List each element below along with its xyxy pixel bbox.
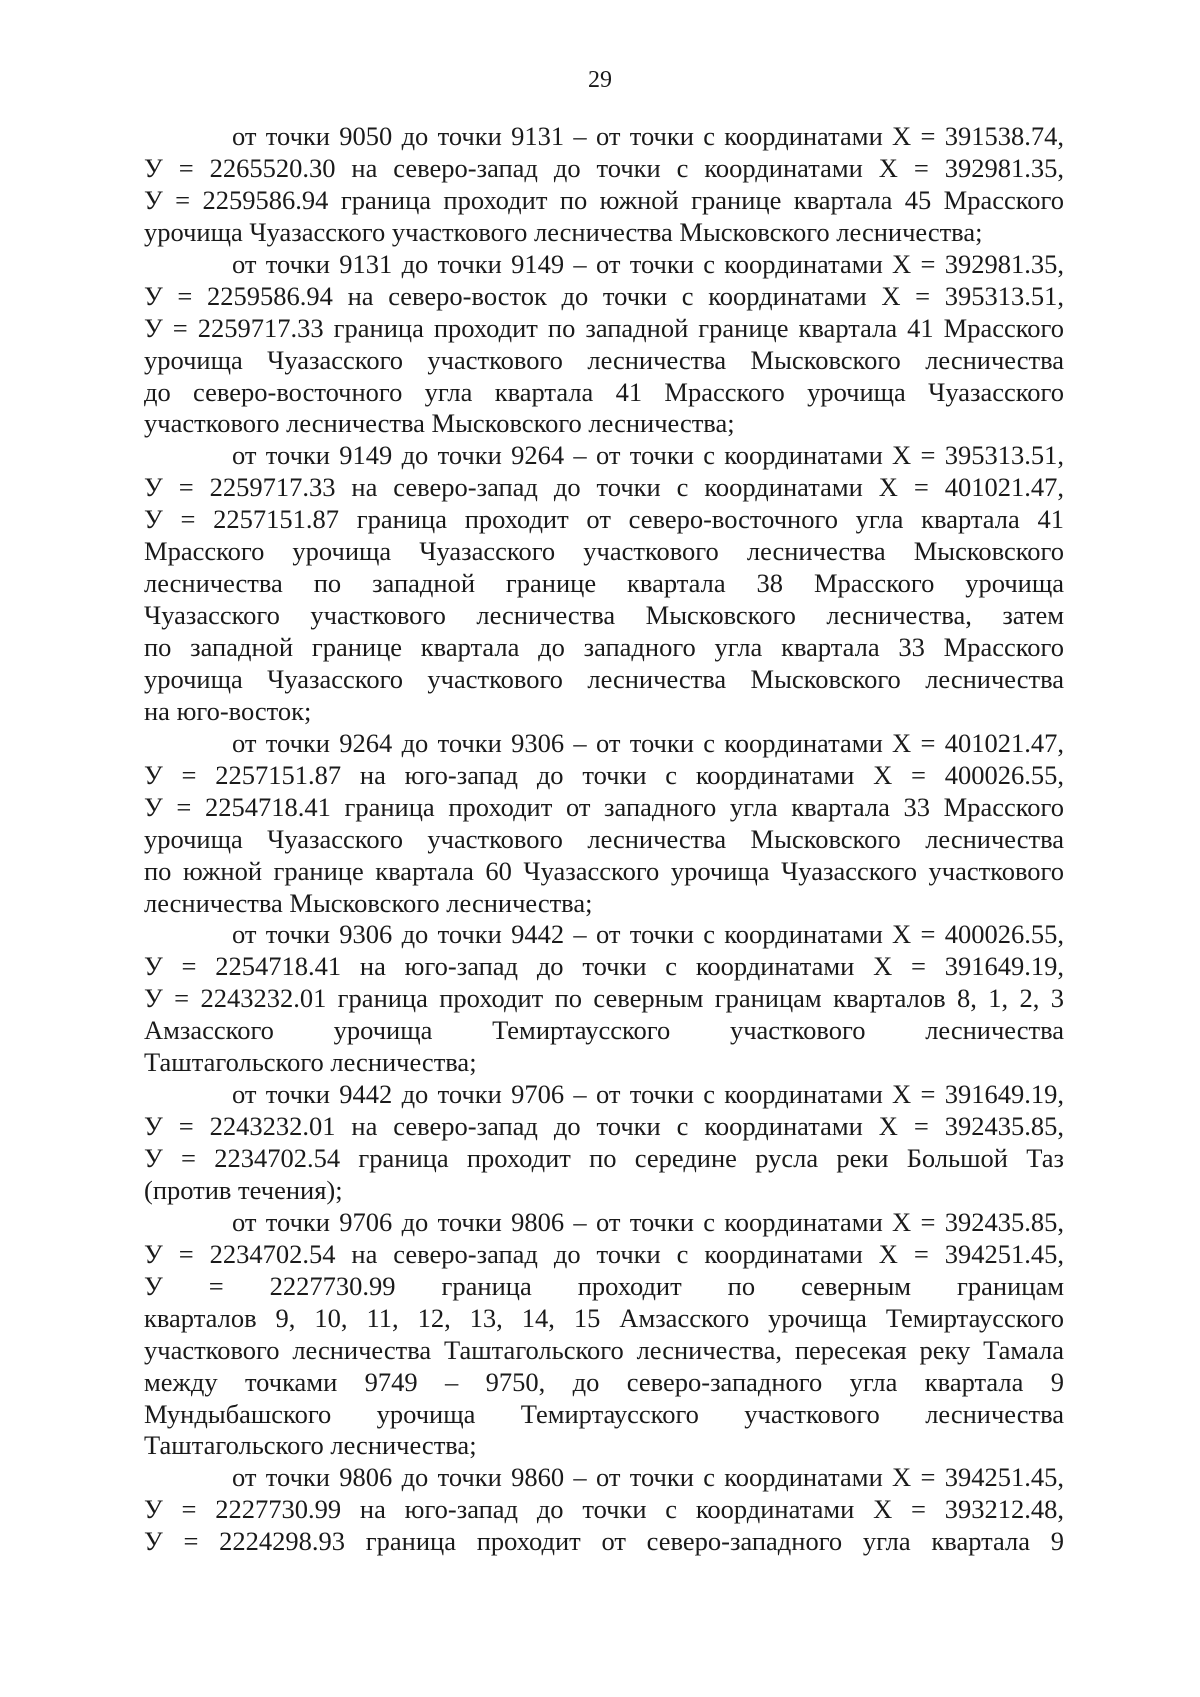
text-line: от точки 9706 до точки 9806 – от точки с координатами Х = 392435.85, <box>232 1206 1064 1237</box>
text-line: участкового лесничества Таштагольского лесничества, пересекая реку Тамала <box>144 1334 1064 1365</box>
paragraph <box>144 249 1064 441</box>
text-line: кварталов 9, 10, 11, 12, 13, 14, 15 Амзасского урочища Темиртаусского <box>144 1302 1064 1333</box>
text-line: У = 2257151.87 на юго-запад до точки с координатами Х = 400026.55, <box>144 759 1064 790</box>
text-line: Чуазасского участкового лесничества Мысковского лесничества, затем <box>144 600 1064 631</box>
text-line: лесничества по западной границе квартала 38 Мрасского урочища <box>144 568 1064 599</box>
text-line: У = 2243232.01 граница проходит по северным границам кварталов 8, 1, 2, 3 <box>144 983 1064 1014</box>
text-line: У = 2227730.99 на юго-запад до точки с координатами Х = 393212.48, <box>144 1494 1064 1525</box>
text-line: лесничества Мысковского лесничества; <box>144 887 593 918</box>
text-line: У = 2254718.41 на юго-запад до точки с координатами Х = 391649.19, <box>144 951 1064 982</box>
text-line: У = 2265520.30 на северо-запад до точки с координатами Х = 392981.35, <box>144 152 1064 183</box>
paragraph <box>144 728 1064 920</box>
text-line: Мундыбашского урочища Темиртаусского участкового лесничества <box>144 1398 1064 1429</box>
text-line: У = 2234702.54 граница проходит по середине русла реки Большой Таз <box>144 1143 1064 1173</box>
text-line: урочища Чуазасского участкового лесничества Мысковского лесничества; <box>144 216 983 247</box>
text-line: по южной границе квартала 60 Чуазасского урочища Чуазасского участкового <box>144 855 1064 886</box>
text-line: участкового лесничества Мысковского лесничества; <box>144 408 735 439</box>
paragraph <box>144 440 1064 727</box>
paragraph <box>144 919 1064 1079</box>
paragraph <box>144 1462 1064 1558</box>
text-line: на юго-восток; <box>144 695 312 726</box>
text-line: Таштагольского лесничества; <box>144 1430 477 1461</box>
text-line: У = 2227730.99 граница проходит по северным границам <box>144 1270 1064 1301</box>
document-body <box>144 121 1064 1558</box>
text-line: (против течения); <box>144 1174 343 1205</box>
text-line: У = 2254718.41 граница проходит от западного угла квартала 33 Мрасского <box>144 791 1064 822</box>
page-number: 29 <box>588 67 612 93</box>
text-line: Мрасского урочища Чуазасского участкового лесничества Мысковского <box>144 536 1064 567</box>
text-line: от точки 9264 до точки 9306 – от точки с координатами Х = 401021.47, <box>232 727 1064 758</box>
text-line: У = 2257151.87 граница проходит от северо-восточного угла квартала 41 <box>144 504 1064 535</box>
text-line: У = 2243232.01 на северо-запад до точки с координатами Х = 392435.85, <box>144 1111 1064 1142</box>
text-line: У = 2259717.33 на северо-запад до точки с координатами Х = 401021.47, <box>144 472 1064 503</box>
text-line: Таштагольского лесничества; <box>144 1047 477 1078</box>
text-line: Амзасского урочища Темиртаусского участкового лесничества <box>144 1015 1064 1046</box>
text-line: урочища Чуазасского участкового лесничества Мысковского лесничества <box>144 663 1064 694</box>
text-line: по западной границе квартала до западного угла квартала 33 Мрасского <box>144 632 1064 662</box>
text-line: У = 2259717.33 граница проходит по западной границе квартала 41 Мрасского <box>144 312 1064 343</box>
text-line: У = 2234702.54 на северо-запад до точки с координатами Х = 394251.45, <box>144 1238 1064 1269</box>
paragraph <box>144 1207 1064 1463</box>
text-line: У = 2224298.93 граница проходит от северо-западного угла квартала 9 <box>144 1526 1064 1557</box>
paragraph <box>144 1079 1064 1207</box>
text-line: от точки 9050 до точки 9131 – от точки с координатами Х = 391538.74, <box>232 121 1064 151</box>
text-line: от точки 9131 до точки 9149 – от точки с координатами Х = 392981.35, <box>232 248 1064 279</box>
text-line: до северо-восточного угла квартала 41 Мрасского урочища Чуазасского <box>144 376 1064 407</box>
text-line: от точки 9442 до точки 9706 – от точки с координатами Х = 391649.19, <box>232 1079 1064 1110</box>
text-line: от точки 9306 до точки 9442 – от точки с координатами Х = 400026.55, <box>232 919 1064 950</box>
text-line: между точками 9749 – 9750, до северо-западного угла квартала 9 <box>144 1366 1064 1397</box>
text-line: У = 2259586.94 на северо-восток до точки с координатами Х = 395313.51, <box>144 280 1064 311</box>
text-line: У = 2259586.94 граница проходит по южной границе квартала 45 Мрасского <box>144 184 1064 215</box>
text-line: от точки 9149 до точки 9264 – от точки с координатами Х = 395313.51, <box>232 440 1064 471</box>
text-line: от точки 9806 до точки 9860 – от точки с координатами Х = 394251.45, <box>232 1462 1064 1493</box>
text-line: урочища Чуазасского участкового лесничества Мысковского лесничества <box>144 344 1064 375</box>
paragraph <box>144 121 1064 249</box>
text-line: урочища Чуазасского участкового лесничества Мысковского лесничества <box>144 823 1064 854</box>
